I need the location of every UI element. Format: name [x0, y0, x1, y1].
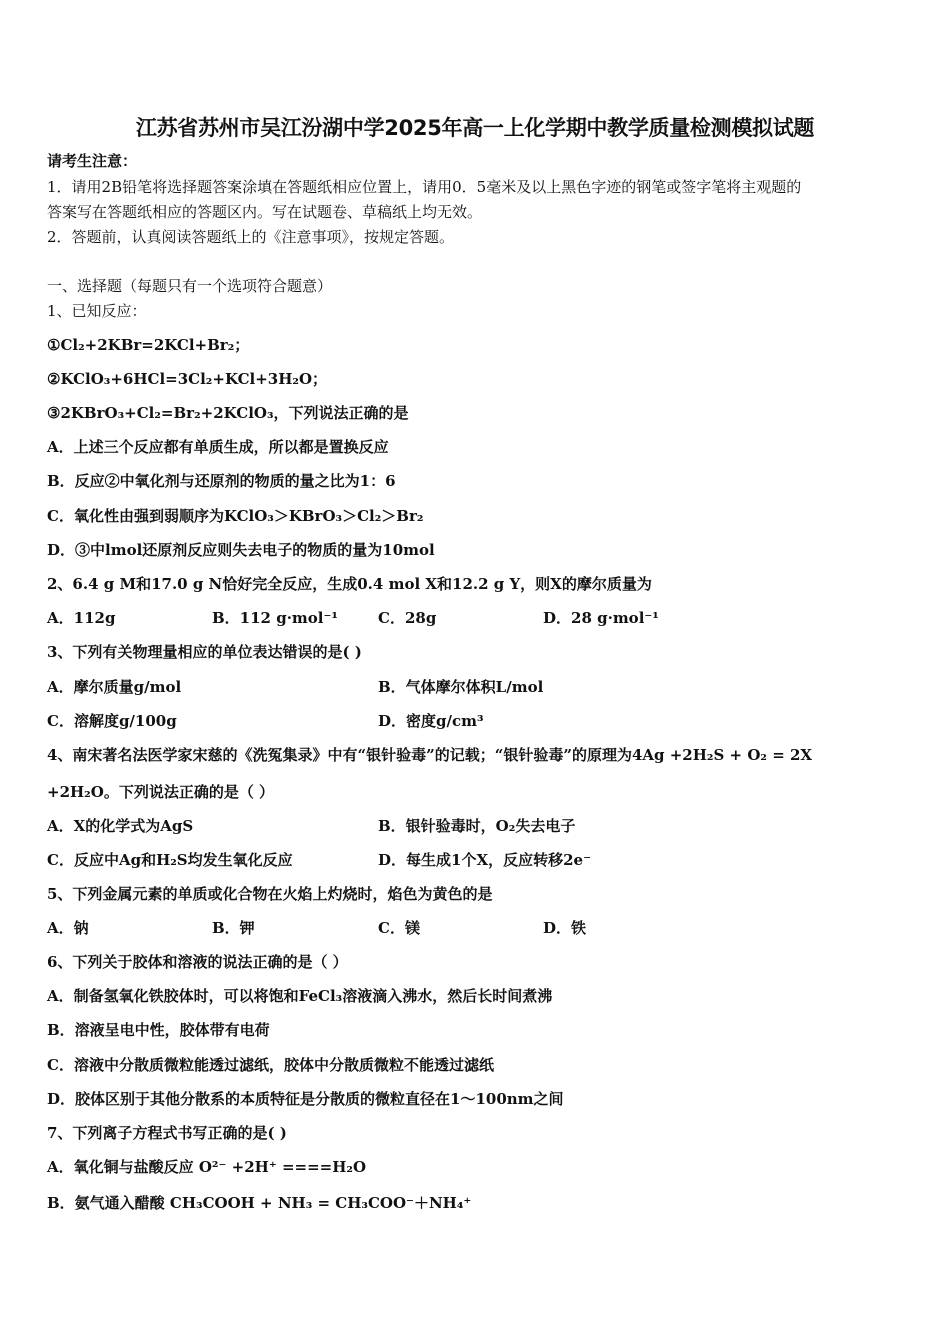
q6-option-d: D．胶体区别于其他分散系的本质特征是分散质的微粒直径在1～100nm之间 [47, 1090, 564, 1108]
notice-item-1: 1．请用2B铅笔将选择题答案涂填在答题纸相应位置上，请用0．5毫米及以上黑色字迹的钢笔或签字笔将主观题的 [47, 178, 802, 196]
notice-item-1-cont: 答案写在答题纸相应的答题区内。写在试题卷、草稿纸上均无效。 [47, 203, 483, 221]
q4-stem: 4、南宋著名法医学家宋慈的《洗冤集录》中有“银针验毒”的记载；“银针验毒”的原理为4Ag +2H₂S + O₂ = 2X [47, 746, 813, 764]
notice-item-2: 2．答题前，认真阅读答题纸上的《注意事项》，按规定答题。 [47, 228, 455, 246]
q6-option-c: C．溶液中分散质微粒能透过滤纸，胶体中分散质微粒不能透过滤纸 [47, 1056, 494, 1074]
q3-option-d: D．密度g/cm³ [378, 712, 484, 730]
q5-option-b: B．钾 [212, 919, 255, 937]
q2-stem: 2、6.4 g M和17.0 g N恰好完全反应，生成0.4 mol X和12.2 g Y，则X的摩尔质量为 [47, 575, 652, 593]
q2-option-d: D．28 g·mol⁻¹ [543, 609, 659, 627]
q3-option-c: C．溶解度g/100g [47, 712, 177, 730]
q2-option-b: B．112 g·mol⁻¹ [212, 609, 338, 627]
q1-option-a: A．上述三个反应都有单质生成，所以都是置换反应 [47, 438, 389, 456]
q4-stem-cont: +2H₂O。下列说法正确的是（ ） [47, 783, 275, 801]
q5-option-c: C．镁 [378, 919, 420, 937]
q4-option-b: B．银针验毒时，O₂失去电子 [378, 817, 576, 835]
q5-option-d: D．铁 [543, 919, 587, 937]
q1-option-c: C．氧化性由强到弱顺序为KClO₃＞KBrO₃＞Cl₂＞Br₂ [47, 507, 424, 525]
q5-stem: 5、下列金属元素的单质或化合物在火焰上灼烧时，焰色为黄色的是 [47, 885, 493, 903]
q5-option-a: A．钠 [47, 919, 89, 937]
q1-stem: 1、已知反应： [47, 302, 147, 320]
q4-option-a: A．X的化学式为AgS [47, 817, 194, 835]
q1-reaction-2: ②KClO₃+6HCl=3Cl₂+KCl+3H₂O； [47, 370, 328, 388]
q2-option-a: A．112g [47, 609, 116, 627]
q6-stem: 6、下列关于胶体和溶液的说法正确的是（ ） [47, 953, 348, 971]
q3-stem: 3、下列有关物理量相应的单位表达错误的是( ) [47, 643, 362, 661]
q7-stem: 7、下列离子方程式书写正确的是( ) [47, 1124, 287, 1142]
section-heading: 一、选择题（每题只有一个选项符合题意） [47, 277, 333, 295]
q6-option-a: A．制备氢氧化铁胶体时，可以将饱和FeCl₃溶液滴入沸水，然后长时间煮沸 [47, 987, 553, 1005]
q2-option-c: C．28g [378, 609, 437, 627]
notice-heading: 请考生注意： [47, 152, 138, 170]
q3-option-a: A．摩尔质量g/mol [47, 678, 182, 696]
q6-option-b: B．溶液呈电中性，胶体带有电荷 [47, 1021, 270, 1039]
page-title: 江苏省苏州市吴江汾湖中学2025年高一上化学期中教学质量检测模拟试题 [135, 116, 815, 140]
q7-option-a: A．氧化铜与盐酸反应 O²⁻ +2H⁺ ====H₂O [47, 1158, 367, 1176]
q7-option-b: B．氨气通入醋酸 CH₃COOH + NH₃ = CH₃COO⁻＋NH₄⁺ [47, 1194, 472, 1212]
q4-option-d: D．每生成1个X，反应转移2e⁻ [378, 851, 591, 869]
q1-option-b: B．反应②中氧化剂与还原剂的物质的量之比为1：6 [47, 472, 396, 490]
q1-reaction-1: ①Cl₂+2KBr=2KCl+Br₂； [47, 336, 250, 354]
q1-reaction-3: ③2KBrO₃+Cl₂=Br₂+2KClO₃，下列说法正确的是 [47, 404, 409, 422]
q4-option-c: C．反应中Ag和H₂S均发生氧化反应 [47, 851, 293, 869]
q1-option-d: D．③中lmol还原剂反应则失去电子的物质的量为10mol [47, 541, 435, 559]
q3-option-b: B．气体摩尔体积L/mol [378, 678, 544, 696]
